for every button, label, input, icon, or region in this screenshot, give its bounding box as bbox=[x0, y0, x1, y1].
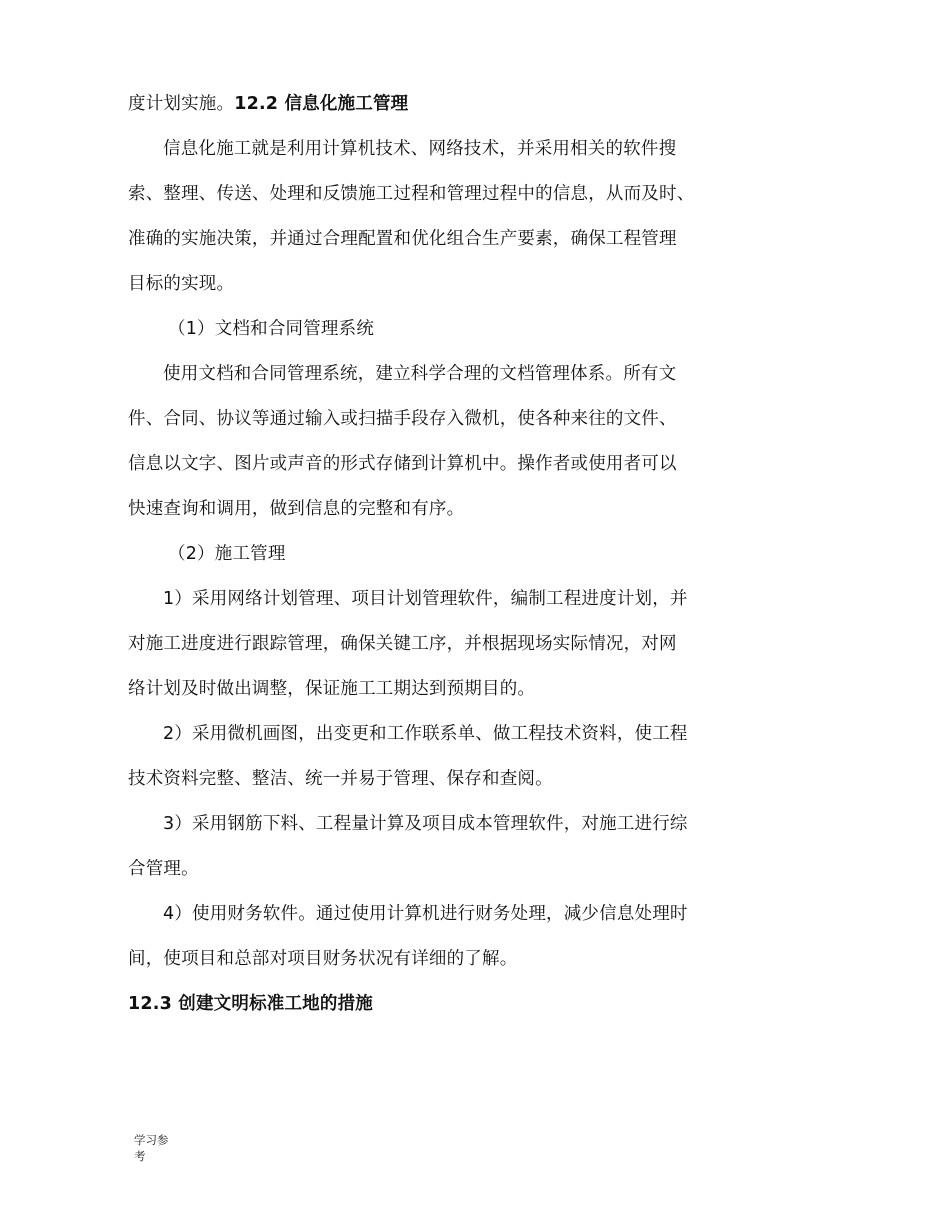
body-text: 度计划实施。 bbox=[128, 94, 235, 114]
list-item-line: 技术资料完整、整洁、统一并易于管理、保存和查阅。 bbox=[128, 769, 553, 789]
footer-text: 学习参 bbox=[134, 1133, 169, 1147]
list-item-line: 1）采用网络计划管理、项目计划管理软件，编制工程进度计划，并 bbox=[163, 589, 688, 609]
body-line bbox=[128, 86, 740, 131]
paragraph-line: 索、整理、传送、处理和反馈施工过程和管理过程中的信息，从而及时、 bbox=[128, 184, 695, 204]
paragraph-line: 使用文档和合同管理系统，建立科学合理的文档管理体系。所有文 bbox=[163, 364, 677, 384]
list-item-line: 络计划及时做出调整，保证施工工期达到预期目的。 bbox=[128, 679, 536, 699]
paragraph-line: 信息以文字、图片或声音的形式存储到计算机中。操作者或使用者可以 bbox=[128, 454, 677, 474]
paragraph-line: 件、合同、协议等通过输入或扫描手段存入微机，使各种来往的文件、 bbox=[128, 409, 677, 429]
paragraph-line: 目标的实现。 bbox=[128, 274, 235, 294]
list-item-line: 3）采用钢筋下料、工程量计算及项目成本管理软件，对施工进行综 bbox=[163, 814, 688, 834]
page-footer bbox=[134, 1132, 194, 1164]
subheading-document-system: （1）文档和合同管理系统 bbox=[168, 319, 375, 339]
paragraph-line: 快速查询和调用，做到信息的完整和有序。 bbox=[128, 499, 465, 519]
document-body bbox=[128, 86, 740, 1031]
list-item-line: 2）采用微机画图，出变更和工作联系单、做工程技术资料，使工程 bbox=[163, 724, 688, 744]
list-item-line: 4）使用财务软件。通过使用计算机进行财务处理，减少信息处理时 bbox=[163, 904, 688, 924]
list-item-line: 间，使项目和总部对项目财务状况有详细的了解。 bbox=[128, 949, 518, 969]
section-heading-12-3: 12.3 创建文明标准工地的措施 bbox=[128, 994, 373, 1014]
section-heading-12-2: 12.2 信息化施工管理 bbox=[234, 94, 409, 114]
footer-text: 考 bbox=[134, 1149, 146, 1163]
list-item-line: 合管理。 bbox=[128, 859, 199, 879]
paragraph-line: 信息化施工就是利用计算机技术、网络技术，并采用相关的软件搜 bbox=[163, 139, 677, 159]
paragraph-line: 准确的实施决策，并通过合理配置和优化组合生产要素，确保工程管理 bbox=[128, 229, 677, 249]
subheading-construction-management: （2）施工管理 bbox=[168, 544, 286, 564]
list-item-line: 对施工进度进行跟踪管理，确保关键工序，并根据现场实际情况，对网 bbox=[128, 634, 677, 654]
